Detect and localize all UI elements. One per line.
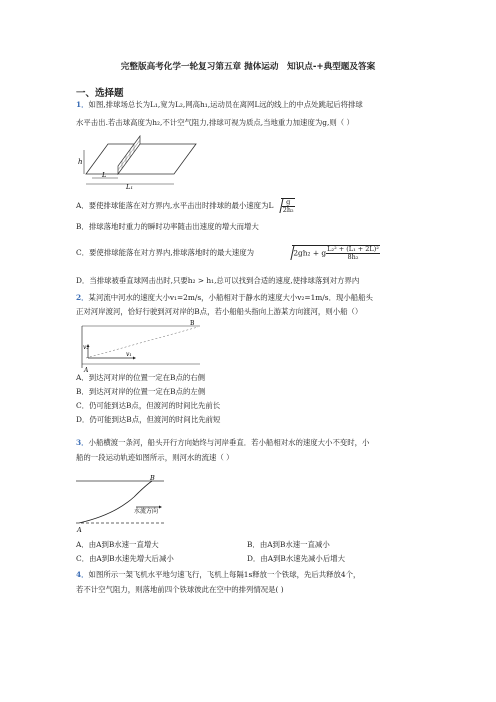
q2-option-d[interactable]: D．仍可能到达B点，但渡河的时间比先前短	[76, 415, 221, 424]
label-l: L	[102, 171, 107, 179]
q4-stem-line2: 若不计空气阻力，则落地前四个铁球彼此在空中的排列情况是( )	[76, 585, 284, 594]
q1-c-left: 2gh₂ + g	[293, 248, 327, 258]
q1-a-den: 2h₂	[282, 206, 294, 214]
label-b: B	[150, 474, 155, 482]
label-h: h	[78, 158, 83, 166]
label-l1: L₁	[126, 183, 133, 190]
q1-stem-line1	[76, 100, 363, 110]
q1-option-c-sqrt	[292, 245, 380, 261]
q1-text-1: 如图,排球场总长为L₁,宽为L₂,网高h₁,运动员在离网L远的线上的中点处跳起后将排球	[88, 100, 363, 109]
q2-stem-line2: 正对河岸渡河，恰好行驶到河对岸的B点，若小船船头指向上游某方向渡河，则小船（）	[76, 307, 363, 316]
q1-volleyball-court-figure	[78, 134, 198, 190]
q1-option-d[interactable]: D．当排球被垂直球网击出时,只要h₂ > h₁,总可以找到合适的速度,使排球落到对方界内	[76, 276, 360, 285]
q2-number: 2．	[76, 293, 89, 302]
q2-text-1: 某河流中河水的速度大小v₁=2m/s，小船相对于静水的速度大小v₂=1m/s．现小船船头	[88, 293, 373, 302]
q3-stem-line2: 船的一段运动轨迹如图所示，则河水的流速（ ）	[76, 453, 234, 462]
q2-river-figure	[78, 320, 203, 372]
q3-option-b[interactable]: B．由A到B水速一直减小	[247, 540, 330, 549]
q1-stem-line2: 水平击出.若击球高度为h₂,不计空气阻力,排球可视为质点,当地重力加速度为g,则（ ）	[76, 118, 354, 127]
q4-text-1: 如图所示一架飞机水平地匀速飞行，飞机上每隔1s释放一个铁球，先后共释放4个，	[88, 570, 361, 579]
q2-option-c[interactable]: C．仍可能到达B点，但渡河的时间比先前长	[76, 401, 221, 410]
q3-option-c[interactable]: C．由A到B水速先增大后减小	[76, 554, 174, 563]
q1-a-num: g	[282, 199, 295, 207]
net-mesh	[118, 140, 140, 170]
q2-option-b[interactable]: B．到达河对岸的位置一定在B点的左侧	[76, 387, 206, 396]
label-v2: v₂	[83, 344, 89, 351]
q3-stem-line1	[76, 438, 369, 448]
q3-trajectory-figure	[74, 473, 174, 533]
q4-number: 4．	[76, 570, 89, 579]
q3-number: 3．	[76, 438, 89, 447]
q1-option-c-text: C．要使排球能落在对方界内,排球落地时的最大速度为	[76, 248, 254, 257]
label-b: B	[190, 320, 195, 327]
q4-stem-line1	[76, 570, 360, 580]
section-heading: 一、选择题	[76, 88, 124, 99]
q1-option-a[interactable]	[76, 198, 295, 214]
q1-c-num: L₂² + (L₁ + 2L)²	[327, 245, 379, 253]
q3-text-1: 小船横渡一条河，船头开行方向始终与河岸垂直．若小船相对水的速度大小不变时，小	[88, 438, 370, 447]
trajectory-curve	[79, 481, 152, 523]
q3-option-a[interactable]: A．由A到B水速一直增大	[76, 540, 159, 549]
track-line	[86, 327, 198, 358]
q1-option-c[interactable]	[76, 245, 380, 261]
court-outline	[86, 144, 196, 174]
label-a: A	[84, 367, 89, 372]
q2-stem-line1	[76, 293, 373, 303]
document-title: 完整版高考化学一轮复习第五章 抛体运动 知识点-+典型题及答案	[120, 62, 376, 72]
q1-option-b[interactable]: B．排球落地时重力的瞬时功率随击出速度的增大而增大	[76, 222, 259, 231]
q1-option-a-text: A．要使排球能落在对方界内,水平击出时排球的最小速度为L	[76, 201, 274, 210]
q3-option-d[interactable]: D．由A到B水速先减小后增大	[247, 554, 345, 563]
q1-number: 1．	[76, 100, 89, 109]
q1-c-den: 8h₂	[347, 253, 359, 261]
label-a: A	[77, 526, 82, 533]
label-v1: v₁	[126, 351, 132, 358]
q1-option-a-sqrt	[281, 198, 295, 214]
flow-label: 水流方向	[134, 508, 159, 515]
q2-option-a[interactable]: A．到达河对岸的位置一定在B点的右侧	[76, 373, 206, 382]
